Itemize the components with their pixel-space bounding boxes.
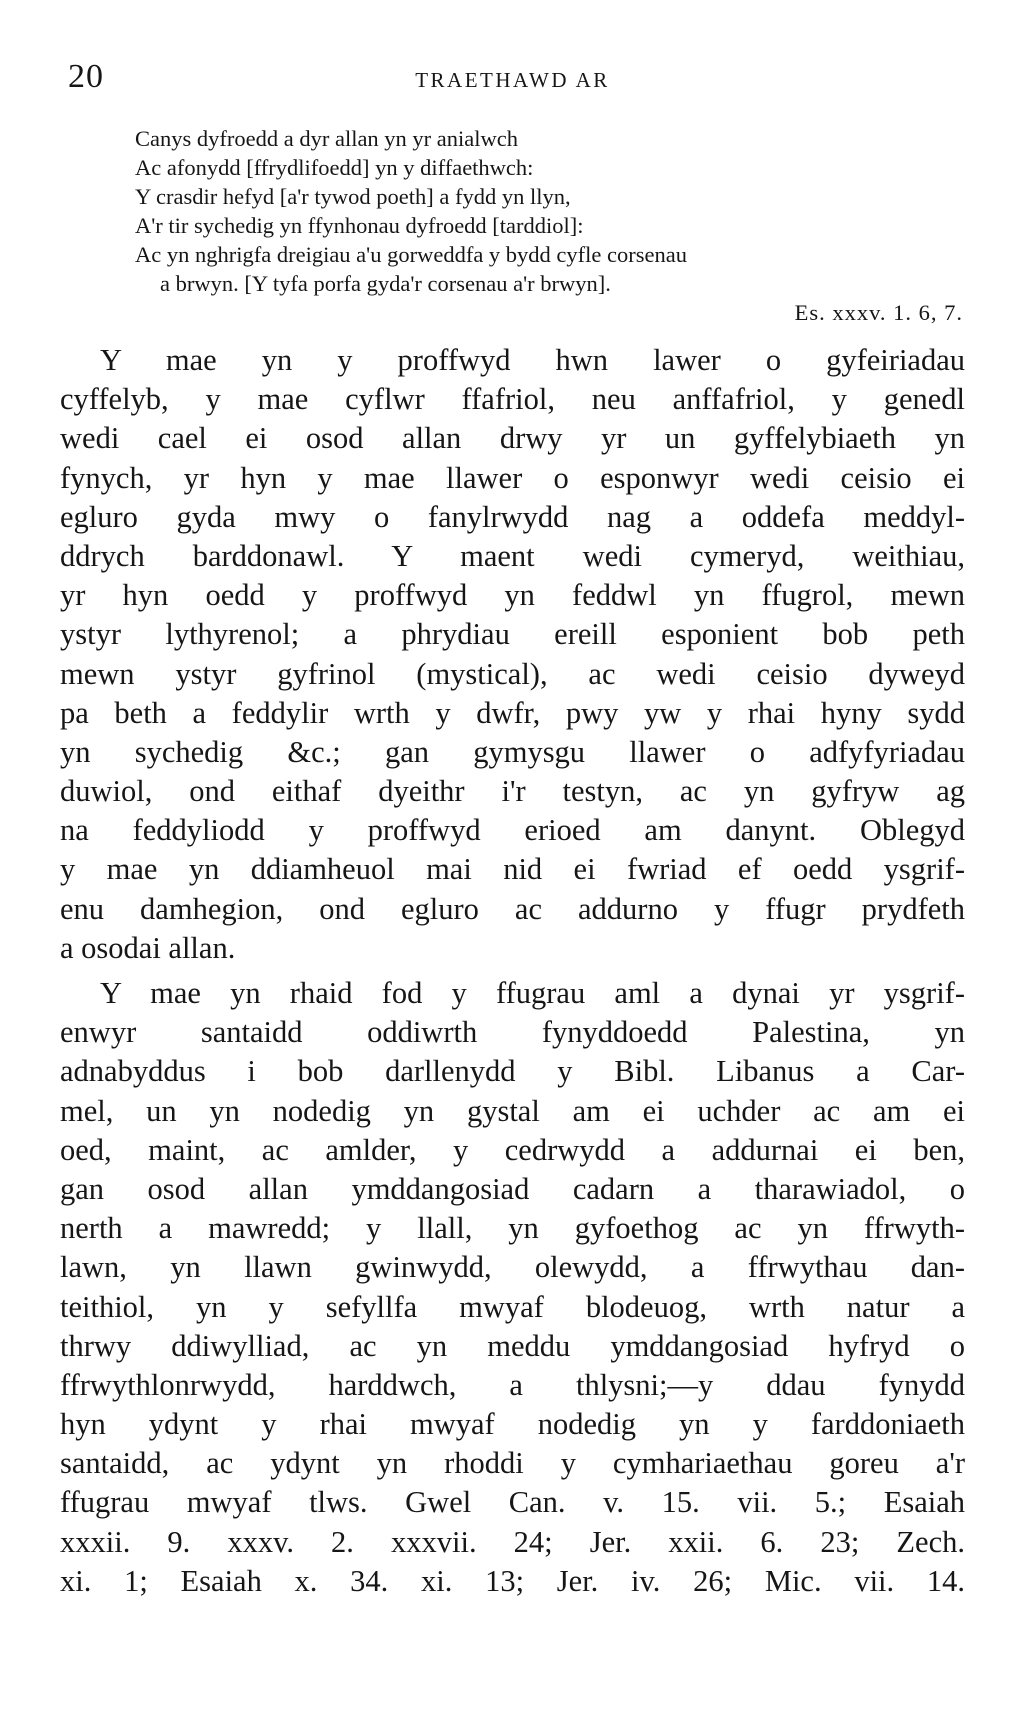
text-line: xxxii. 9. xxxv. 2. xxxvii. 24; Jer. xxii. 6. 23; Zech. [60, 1524, 965, 1559]
text-line: Y mae yn y proffwyd hwn lawer o gyfeiriadau [100, 343, 965, 377]
page-header [60, 50, 965, 110]
text-line: xi. 1; Esaiah x. 34. xi. 13; Jer. iv. 26; Mic. vii. 14. [60, 1563, 965, 1598]
text-line: fynych, yr hyn y mae llawer o esponwyr wedi ceisio ei [60, 460, 965, 495]
text-line: adnabyddus i bob darllenydd y Bibl. Libanus a Car- [60, 1054, 965, 1089]
text-line: y mae yn ddiamheuol mai nid ei fwriad ef oedd ysgrif- [60, 852, 965, 887]
text-line: ffrwythlonrwydd, harddwch, a thlysni;—y ddau fynydd [60, 1367, 965, 1402]
text-line: wedi cael ei osod allan drwy yr un gyffelybiaeth yn [60, 421, 965, 456]
text-line: cyffelyb, y mae cyflwr ffafriol, neu anffafriol, y genedl [60, 382, 965, 417]
quote-line: Canys dyfroedd a dyr allan yn yr anialwch [135, 126, 519, 151]
text-line: pa beth a feddylir wrth y dwfr, pwy yw y rhai hyny sydd [60, 695, 965, 730]
text-line: oed, maint, ac amlder, y cedrwydd a addurnai ei ben, [60, 1132, 965, 1167]
paragraph [60, 974, 965, 1601]
text-line: egluro gyda mwy o fanylrwydd nag a oddefa meddyl- [60, 499, 965, 534]
text-line: santaidd, ac ydynt yn rhoddi y cymhariaethau goreu a'r [60, 1446, 965, 1481]
text-line: mel, un yn nodedig yn gystal am ei uchder ac am ei [60, 1093, 965, 1128]
text-line: yn sychedig &c.; gan gymysgu llawer o adfyfyriadau [60, 734, 965, 769]
quote-citation: Es. xxxv. 1. 6, 7. [794, 300, 963, 325]
quote-line: Ac afonydd [ffrydlifoedd] yn y diffaethwch: [135, 155, 534, 180]
text-line: a osodai allan. [60, 930, 236, 965]
text-line: na feddyliodd y proffwyd erioed am danynt. Oblegyd [60, 813, 965, 848]
text-line: Y mae yn rhaid fod y ffugrau aml a dynai yr ysgrif- [100, 976, 965, 1010]
text-line: ddrych barddonawl. Y maent wedi cymeryd, weithiau, [60, 538, 965, 573]
text-line: yr hyn oedd y proffwyd yn feddwl yn ffugrol, mewn [60, 578, 965, 613]
text-line: lawn, yn llawn gwinwydd, olewydd, a ffrwythau dan- [60, 1250, 965, 1285]
text-line: hyn ydynt y rhai mwyaf nodedig yn y farddoniaeth [60, 1407, 965, 1442]
page-number: 20 [68, 58, 104, 95]
text-line: thrwy ddiwylliad, ac yn meddu ymddangosiad hyfryd o [60, 1328, 965, 1363]
quote-line: Ac yn nghrigfa dreigiau a'u gorweddfa y bydd cyfle corsenau [135, 242, 687, 267]
text-line: ffugrau mwyaf tlws. Gwel Can. v. 15. vii. 5.; Esaiah [60, 1485, 965, 1520]
text-line: enu damhegion, ond egluro ac addurno y ffugr prydfeth [60, 891, 965, 926]
running-title: TRAETHAWD AR [415, 68, 610, 92]
text-line: ystyr lythyrenol; a phrydiau ereill esponient bob peth [60, 617, 965, 652]
paragraph [60, 341, 965, 968]
book-page [60, 50, 965, 1601]
quote-line: A'r tir sychedig yn ffynhonau dyfroedd [tarddiol]: [135, 213, 584, 238]
text-line: duwiol, ond eithaf dyeithr i'r testyn, ac yn gyfryw ag [60, 774, 965, 809]
scripture-quotation [60, 124, 965, 327]
quote-line: a brwyn. [Y tyfa porfa gyda'r corsenau a'r brwyn]. [160, 271, 611, 296]
text-line: teithiol, yn y sefyllfa mwyaf blodeuog, wrth natur a [60, 1289, 965, 1324]
text-line: nerth a mawredd; y llall, yn gyfoethog ac yn ffrwyth- [60, 1211, 965, 1246]
text-line: gan osod allan ymddangosiad cadarn a tharawiadol, o [60, 1171, 965, 1206]
text-line: enwyr santaidd oddiwrth fynyddoedd Palestina, yn [60, 1015, 965, 1050]
text-line: mewn ystyr gyfrinol (mystical), ac wedi ceisio dyweyd [60, 656, 965, 691]
quote-line: Y crasdir hefyd [a'r tywod poeth] a fydd yn llyn, [135, 184, 571, 209]
